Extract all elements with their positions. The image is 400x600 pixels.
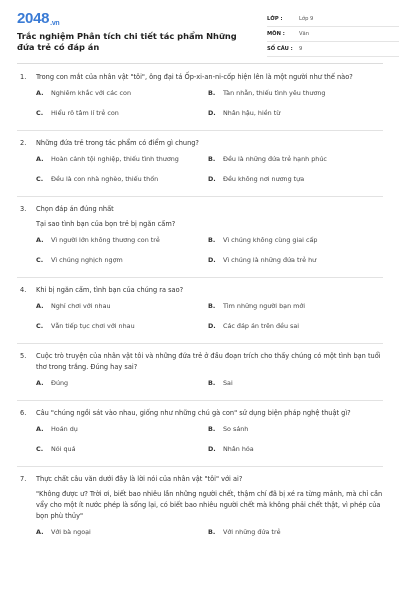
meta-table <box>267 12 399 57</box>
answer-option-b[interactable]: B. Vì chúng không cùng giai cấp <box>208 236 318 244</box>
meta-value: Văn <box>299 31 310 37</box>
question-subtext: Tại sao tình bạn của bọn trẻ bị ngăn cấm? <box>36 220 176 228</box>
question-number: 1. <box>20 73 27 81</box>
question-text: Trong con mắt của nhân vật "tôi", ông đại tá Ốp-xi-an-ni-cốp hiện lên là một người như thế nào? <box>36 73 353 81</box>
answer-option-d[interactable]: D. Nhân hóa <box>208 445 254 453</box>
answer-option-a[interactable]: A. Vì người lớn không thương con trẻ <box>36 236 160 244</box>
answer-option-a[interactable]: A. Nghiêm khắc với các con <box>36 89 132 97</box>
divider <box>17 400 383 401</box>
meta-key: LỚP : <box>267 16 283 22</box>
answer-options <box>17 424 383 464</box>
divider <box>17 343 383 344</box>
answer-option-d[interactable]: D. Đều không nơi nương tựa <box>208 175 305 183</box>
worksheet-header <box>17 0 383 64</box>
question-5 <box>17 351 383 398</box>
answer-option-d[interactable]: D. Các đáp án trên đều sai <box>208 322 300 330</box>
meta-value: Lớp 9 <box>299 16 314 22</box>
answer-option-c[interactable]: C. Nói quá <box>36 445 76 453</box>
question-number: 5. <box>20 352 27 360</box>
divider <box>17 277 383 278</box>
answer-options <box>17 527 383 547</box>
question-7 <box>17 474 383 547</box>
answer-options <box>17 301 383 341</box>
document-title: Trắc nghiệm Phân tích chi tiết tác phẩm Những đứa trẻ có đáp án <box>17 31 237 52</box>
meta-value: 9 <box>299 46 303 52</box>
divider <box>17 466 383 467</box>
question-number: 6. <box>20 409 27 417</box>
answer-options <box>17 235 383 275</box>
question-text: Những đứa trẻ trong tác phẩm có điểm gì chung? <box>36 139 199 147</box>
question-number: 4. <box>20 286 27 294</box>
question-number: 2. <box>20 139 27 147</box>
question-1 <box>17 72 383 128</box>
meta-row-class <box>267 12 399 27</box>
question-number: 3. <box>20 205 27 213</box>
divider <box>17 196 383 197</box>
answer-option-a[interactable]: A. Với bà ngoại <box>36 528 91 536</box>
answer-options <box>17 378 383 398</box>
question-text: Khi bị ngăn cấm, tình bạn của chúng ra sao? <box>36 286 184 294</box>
question-list <box>17 64 383 547</box>
answer-option-b[interactable]: B. Đều là những đứa trẻ hạnh phúc <box>208 155 327 163</box>
answer-options <box>17 88 383 128</box>
meta-row-subject <box>267 27 399 42</box>
question-number: 7. <box>20 475 27 483</box>
answer-option-c[interactable]: C. Vẫn tiếp tục chơi với nhau <box>36 322 135 330</box>
answer-option-b[interactable]: B. Tìm những người bạn mới <box>208 302 306 310</box>
answer-option-c[interactable]: C. Đều là con nhà nghèo, thiếu thốn <box>36 175 159 183</box>
site-logo[interactable]: 2048.vn <box>17 10 60 27</box>
answer-option-a[interactable]: A. Nghỉ chơi với nhau <box>36 302 111 310</box>
question-text: Chọn đáp án đúng nhất <box>36 205 114 213</box>
divider <box>17 130 383 131</box>
answer-option-c[interactable]: C. Vì chúng nghịch ngợm <box>36 256 123 264</box>
meta-row-count <box>267 42 399 57</box>
question-6 <box>17 408 383 464</box>
answer-option-b[interactable]: B. Với những đứa trẻ <box>208 528 281 536</box>
question-text: Cuộc trò truyện của nhân vật tôi và những đứa trẻ ở đầu đoạn trích cho thấy chúng có một tình bạn tuổi thơ trong trắng. Đúng hay sai? <box>36 352 381 371</box>
question-text: Thực chất câu văn dưới đây là lời nói của nhân vật "tôi" với ai? <box>36 475 243 483</box>
answer-option-b[interactable]: B. So sánh <box>208 425 249 433</box>
answer-option-a[interactable]: A. Đúng <box>36 379 69 387</box>
question-text: Câu "chúng ngồi sát vào nhau, giống như những chú gà con" sử dụng biện pháp nghệ thuật gì? <box>36 409 351 417</box>
answer-option-a[interactable]: A. Hoàn cảnh tội nghiệp, thiếu tình thương <box>36 155 179 163</box>
answer-option-c[interactable]: C. Hiểu rõ tâm lí trẻ con <box>36 109 119 117</box>
question-subtext: "Không được ư? Trời ơi, biết bao nhiêu lần những người chết, thậm chí đã bị xé ra từng mảnh, mà chỉ cần vẩy cho một ít nước phép là sống lại, có biết bao nhiêu người chết mà không phải chết thật, vì phép của bọn phù thủy" <box>36 490 383 520</box>
question-2 <box>17 138 383 194</box>
answer-option-b[interactable]: B. Sai <box>208 379 233 387</box>
answer-options <box>17 154 383 194</box>
answer-option-d[interactable]: D. Nhân hậu, hiền từ <box>208 109 281 117</box>
meta-key: SỐ CÂU : <box>267 46 293 52</box>
question-3 <box>17 204 383 275</box>
meta-key: MÔN : <box>267 31 285 37</box>
answer-option-a[interactable]: A. Hoán dụ <box>36 425 78 433</box>
answer-option-b[interactable]: B. Tàn nhẫn, thiếu tình yêu thương <box>208 89 326 97</box>
question-4 <box>17 285 383 341</box>
answer-option-d[interactable]: D. Vì chúng là những đứa trẻ hư <box>208 256 317 264</box>
